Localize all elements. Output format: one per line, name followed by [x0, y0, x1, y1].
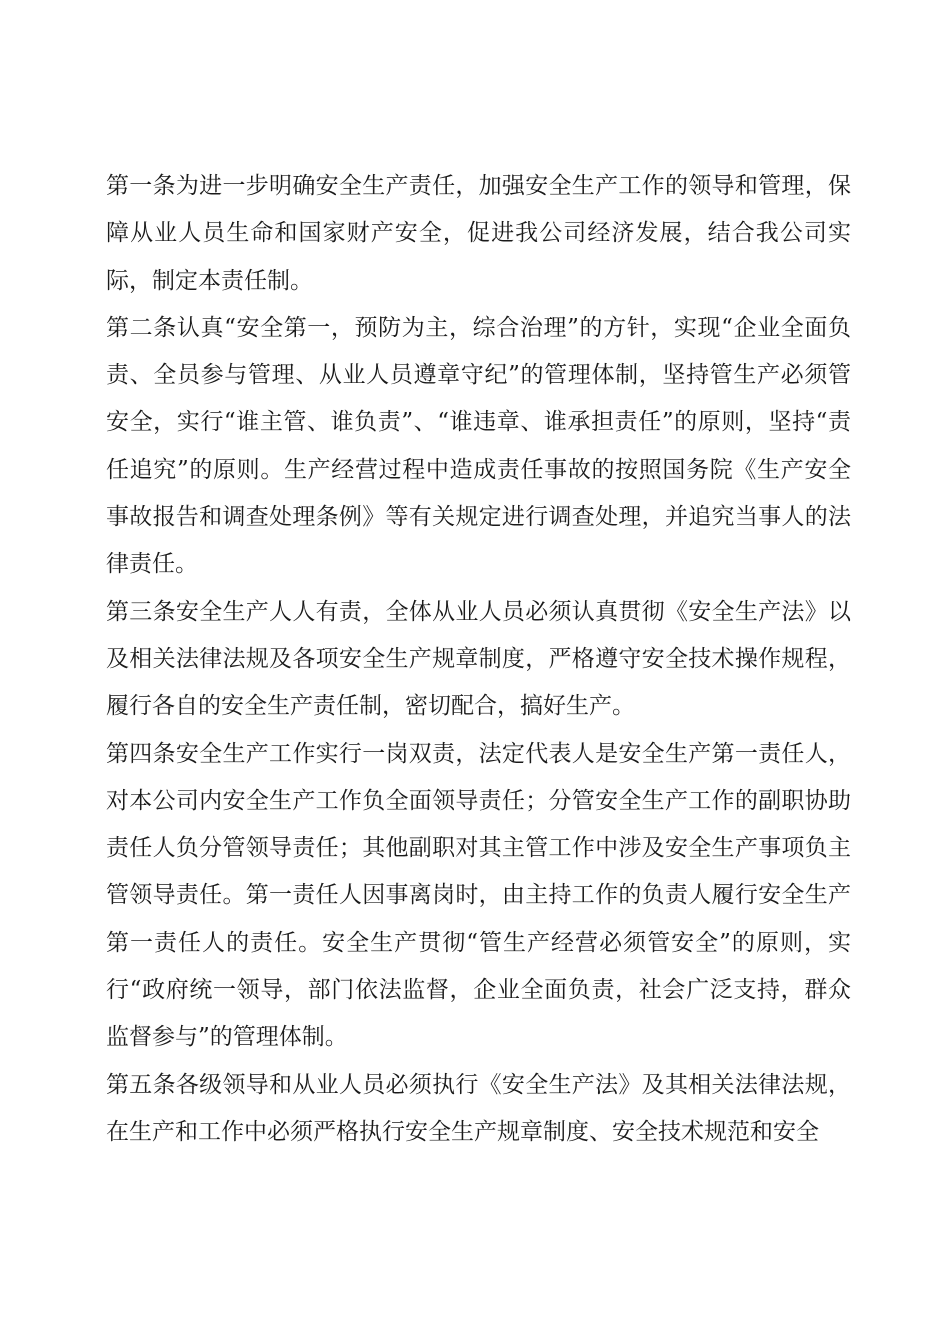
article-5-paragraph: 第五条各级领导和从业人员必须执行《安全生产法》及其相关法律法规，在生产和工作中必须严格执行安全生产规章制度、安全技术规范和安全: [106, 1071, 851, 1145]
article-1-paragraph: 第一条为进一步明确安全生产责任，加强安全生产工作的领导和管理，保障从业人员生命和国家财产安全，促进我公司经济发展，结合我公司实际，制定本责任制。: [106, 173, 851, 294]
article-3-paragraph: 第三条安全生产人人有责，全体从业人员必须认真贯彻《安全生产法》以及相关法律法规及各项安全生产规章制度，严格遵守安全技术操作规程，履行各自的安全生产责任制，密切配合，搞好生产。: [106, 598, 851, 720]
document-body: [106, 163, 851, 1156]
article-2-paragraph: 第二条认真“安全第一，预防为主，综合治理”的方针，实现“企业全面负责、全员参与管理、从业人员遵章守纪”的管理体制，坚持管生产必须管安全，实行“谁主管、谁负责”、“谁违章、谁承担责任”的原则，坚持“责任追究”的原则。生产经营过程中造成责任事故的按照国务院《生产安全事故报告和调查处理条例》等有关规定进行调查处理，并追究当事人的法律责任。: [106, 314, 851, 578]
article-4-paragraph: 第四条安全生产工作实行一岗双责，法定代表人是安全生产第一责任人，对本公司内安全生产工作负全面领导责任；分管安全生产工作的副职协助责任人负分管领导责任；其他副职对其主管工作中涉及安全生产事项负主管领导责任。第一责任人因事离岗时，由主持工作的负责人履行安全生产第一责任人的责任。安全生产贯彻“管生产经营必须管安全”的原则，实行“政府统一领导，部门依法监督，企业全面负责，社会广泛支持，群众监督参与”的管理体制。: [106, 740, 851, 1051]
